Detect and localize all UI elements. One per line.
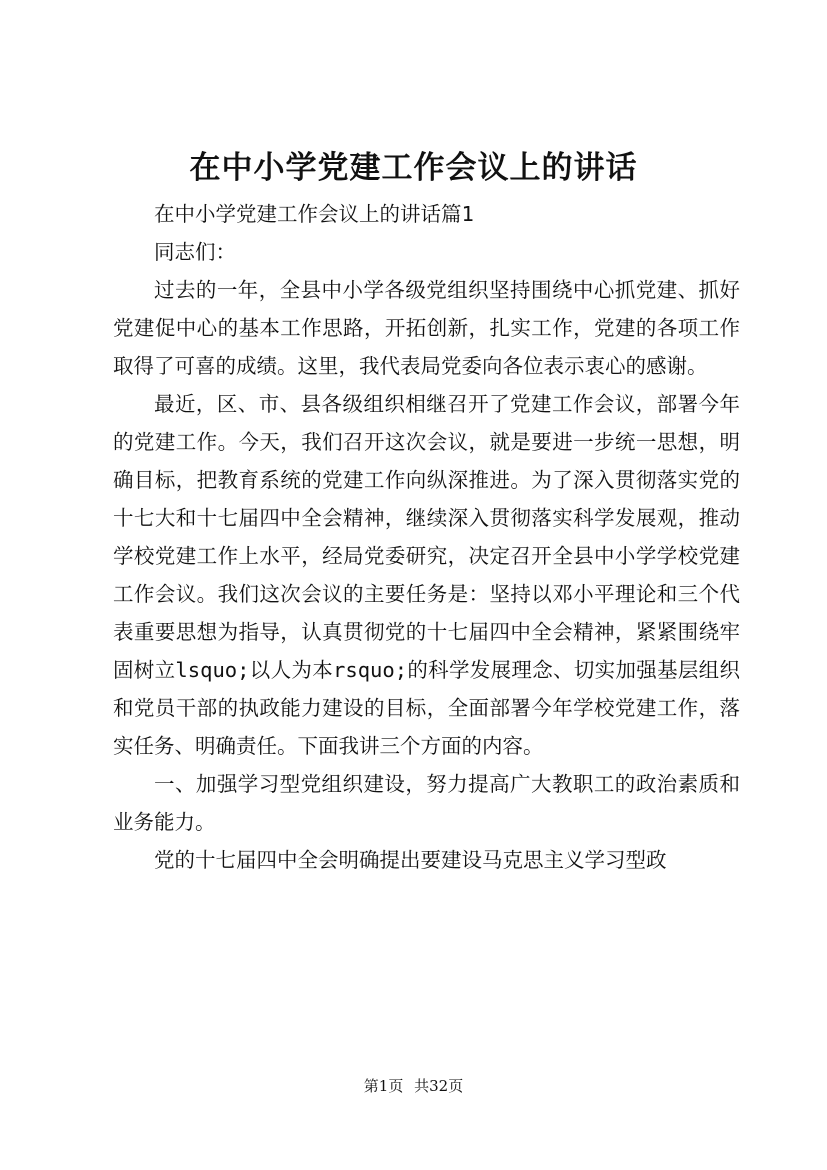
page-footer	[0, 1076, 827, 1096]
document-title: 在中小学党建工作会议上的讲话	[189, 150, 638, 186]
page-number: 第1页	[363, 1077, 404, 1095]
document-body	[113, 195, 740, 879]
paragraph-subtitle: 在中小学党建工作会议上的讲话篇1	[154, 202, 474, 226]
paragraph-meeting-purpose: 最近，区、市、县各级组织相继召开了党建工作会议，部署今年的党建工作。今天，我们召开这次会议，就是要进一步统一思想，明确目标，把教育系统的党建工作向纵深推进。为了深入贯彻落实党的十七大和十七届四中全会精神，继续深入贯彻落实科学发展观，推动学校党建工作上水平，经局党委研究，决定召开全县中小学学校党建工作会议。我们这次会议的主要任务是：坚持以邓小平理论和三个代表重要思想为指导，认真贯彻党的十七届四中全会精神，紧紧围绕牢固树立lsquo;以人为本rsquo;的科学发展理念、切实加强基层组织和党员干部的执政能力建设的目标，全面部署今年学校党建工作，落实任务、明确责任。下面我讲三个方面的内容。	[113, 392, 740, 758]
paragraph-section-one-heading: 一、加强学习型党组织建设，努力提高广大教职工的政治素质和业务能力。	[113, 772, 740, 834]
page-total: 共32页	[414, 1077, 464, 1095]
paragraph-review: 过去的一年，全县中小学各级党组织坚持围绕中心抓党建、抓好党建促中心的基本工作思路，开拓创新，扎实工作，党建的各项工作取得了可喜的成绩。这里，我代表局党委向各位表示衷心的感谢。	[113, 278, 740, 378]
paragraph-section-one-body: 党的十七届四中全会明确提出要建设马克思主义学习型政	[154, 848, 667, 872]
paragraph-salutation: 同志们：	[154, 240, 236, 264]
